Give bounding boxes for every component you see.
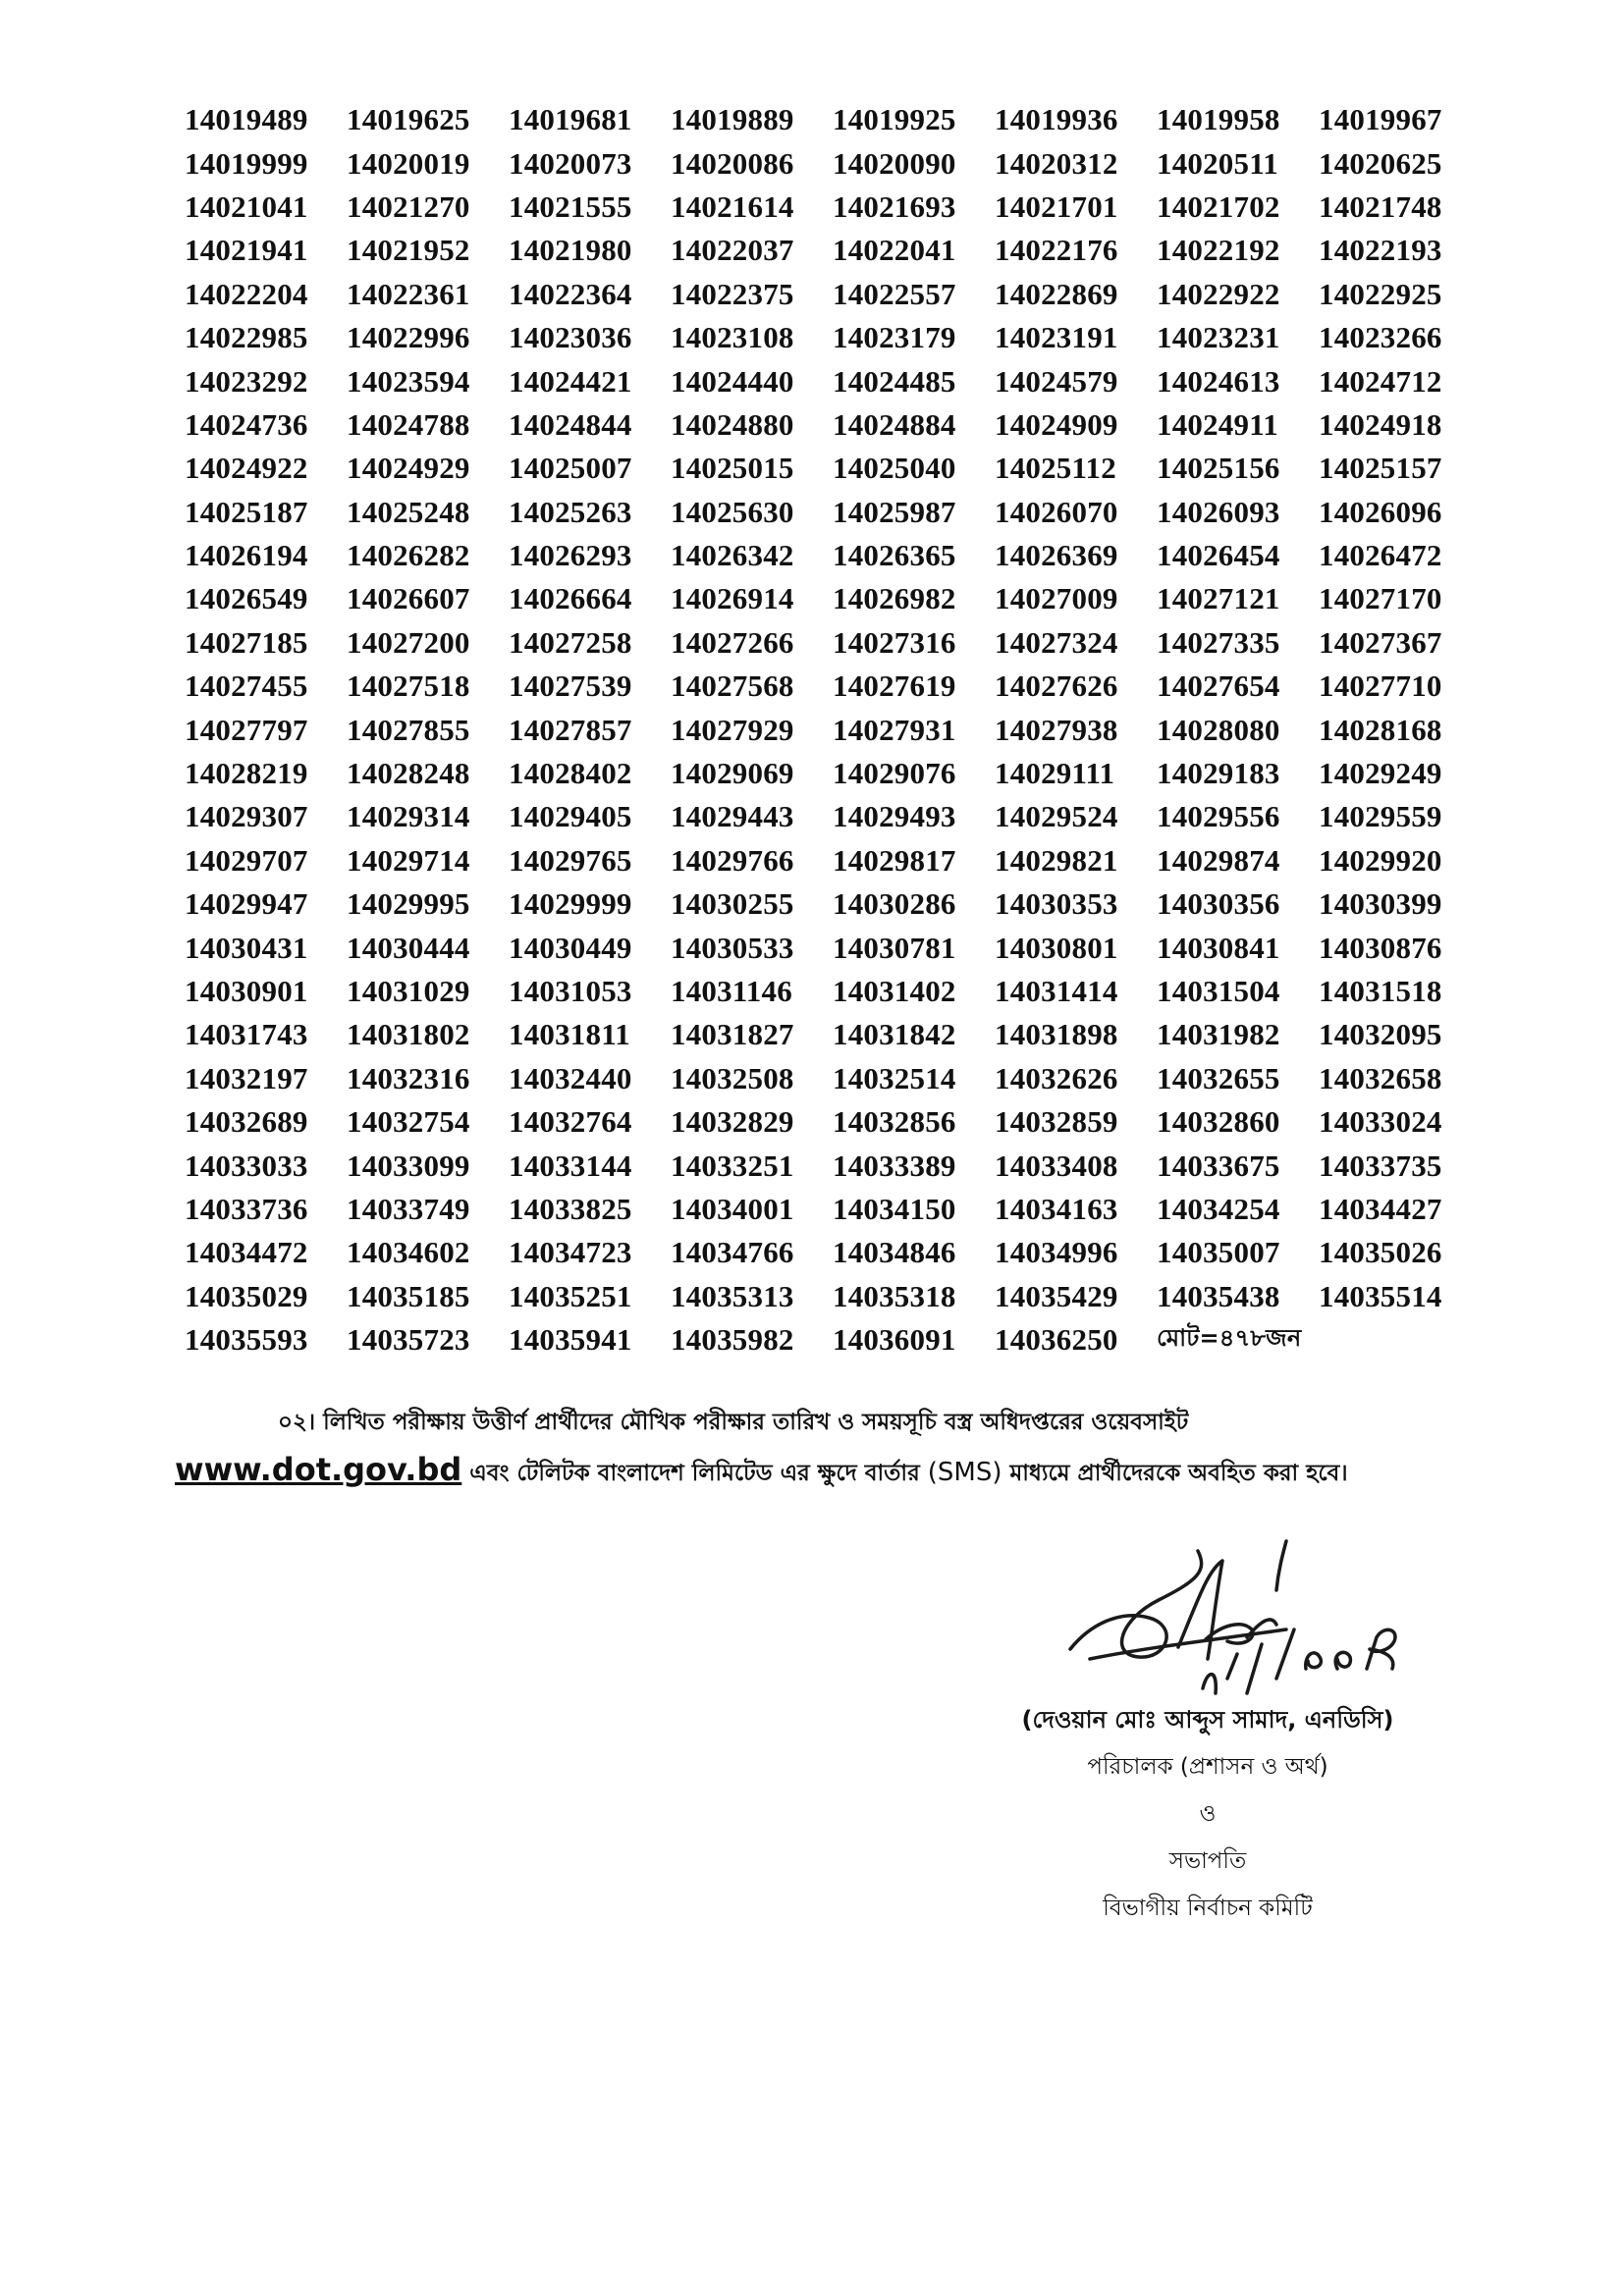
roll-number: 14025040 bbox=[833, 451, 956, 486]
roll-number: 14031982 bbox=[1157, 1017, 1280, 1052]
roll-number: 14022204 bbox=[185, 276, 308, 311]
signatory-role: সভাপতি bbox=[1168, 1848, 1247, 1874]
roll-number: 14028402 bbox=[509, 756, 632, 791]
roll-number: 14035438 bbox=[1157, 1278, 1280, 1313]
roll-number: 14026369 bbox=[995, 538, 1118, 573]
roll-number: 14021702 bbox=[1157, 188, 1280, 224]
roll-number: 14021748 bbox=[1319, 188, 1442, 224]
roll-number: 14027324 bbox=[995, 624, 1118, 660]
roll-number: 14019936 bbox=[995, 102, 1118, 137]
roll-number: 14019958 bbox=[1157, 102, 1280, 137]
roll-number: 14022193 bbox=[1319, 233, 1442, 268]
roll-number: 14027258 bbox=[509, 624, 632, 660]
roll-number: 14030444 bbox=[347, 930, 470, 965]
roll-number: 14032095 bbox=[1319, 1017, 1442, 1052]
roll-number: 14032440 bbox=[509, 1060, 632, 1095]
roll-number: 14025156 bbox=[1157, 451, 1280, 486]
roll-number: 14034602 bbox=[347, 1235, 470, 1270]
roll-row bbox=[185, 316, 1490, 359]
roll-number: 14022176 bbox=[995, 233, 1118, 268]
roll-number: 14019681 bbox=[509, 102, 632, 137]
roll-number: 14025187 bbox=[185, 494, 308, 529]
roll-number: 14027121 bbox=[1157, 581, 1280, 616]
roll-number: 14027929 bbox=[671, 712, 794, 747]
roll-number: 14027455 bbox=[185, 668, 308, 704]
roll-row bbox=[185, 839, 1490, 882]
roll-row bbox=[185, 882, 1490, 926]
roll-number: 14031504 bbox=[1157, 974, 1280, 1008]
roll-number: 14033024 bbox=[1319, 1104, 1442, 1140]
roll-number: 14027938 bbox=[995, 712, 1118, 747]
roll-number: 14024736 bbox=[185, 406, 308, 442]
roll-number: 14035514 bbox=[1319, 1278, 1442, 1313]
roll-number: 14025248 bbox=[347, 494, 470, 529]
roll-number: 14019925 bbox=[833, 102, 956, 137]
roll-number: 14023231 bbox=[1157, 320, 1280, 355]
roll-number: 14027539 bbox=[509, 668, 632, 704]
roll-number: 14022041 bbox=[833, 233, 956, 268]
roll-number: 14022996 bbox=[347, 320, 470, 355]
roll-number: 14021614 bbox=[671, 188, 794, 224]
roll-number: 14024909 bbox=[995, 406, 1118, 442]
roll-number: 14026096 bbox=[1319, 494, 1442, 529]
roll-number: 14019625 bbox=[347, 102, 470, 137]
roll-number: 14025263 bbox=[509, 494, 632, 529]
roll-number: 14020312 bbox=[995, 145, 1118, 181]
roll-number: 14034150 bbox=[833, 1191, 956, 1226]
paragraph-text-1: লিখিত পরীক্ষায় উত্তীর্ণ প্রার্থীদের মৌখিক পরীক্ষার তারিখ ও সময়সূচি বস্ত্র অধিদপ্তরের ওয়েবসাইট bbox=[323, 1410, 1189, 1435]
roll-number: 14019967 bbox=[1319, 102, 1442, 137]
roll-number: 14024844 bbox=[509, 406, 632, 442]
roll-row bbox=[185, 491, 1490, 534]
roll-row bbox=[185, 1144, 1490, 1187]
roll-number: 14030841 bbox=[1157, 930, 1280, 965]
roll-row bbox=[185, 926, 1490, 969]
paragraph-text-3: মাধ্যমে প্রার্থীদেরকে অবহিত করা হবে। bbox=[1009, 1461, 1348, 1486]
roll-number: 14030399 bbox=[1319, 886, 1442, 922]
roll-number: 14022361 bbox=[347, 276, 470, 311]
roll-number: 14034996 bbox=[995, 1235, 1118, 1270]
roll-number: 14028248 bbox=[347, 756, 470, 791]
roll-number: 14029111 bbox=[995, 756, 1115, 791]
roll-number: 14033736 bbox=[185, 1191, 308, 1226]
roll-number: 14025007 bbox=[509, 451, 632, 486]
roll-number: 14025112 bbox=[995, 451, 1116, 486]
roll-number: 14027857 bbox=[509, 712, 632, 747]
roll-number: 14021041 bbox=[185, 188, 308, 224]
roll-number: 14026607 bbox=[347, 581, 470, 616]
roll-number: 14031029 bbox=[347, 974, 470, 1008]
roll-number: 14023108 bbox=[671, 320, 794, 355]
roll-number: 14034163 bbox=[995, 1191, 1118, 1226]
roll-number: 14020511 bbox=[1157, 145, 1278, 181]
roll-number: 14027568 bbox=[671, 668, 794, 704]
roll-number: 14033408 bbox=[995, 1148, 1118, 1183]
roll-number: 14021941 bbox=[185, 233, 308, 268]
roll-number: 14021270 bbox=[347, 188, 470, 224]
roll-number: 14027654 bbox=[1157, 668, 1280, 704]
roll-number: 14030533 bbox=[671, 930, 794, 965]
roll-number: 14029821 bbox=[995, 842, 1118, 878]
roll-number: 14025015 bbox=[671, 451, 794, 486]
signatory-block bbox=[933, 1696, 1483, 1932]
signatory-conjunction: ও bbox=[1199, 1801, 1217, 1827]
roll-number: 14026342 bbox=[671, 538, 794, 573]
roll-row bbox=[185, 1013, 1490, 1056]
roll-number: 14020086 bbox=[671, 145, 794, 181]
roll-number: 14024579 bbox=[995, 363, 1118, 399]
roll-number: 14025987 bbox=[833, 494, 956, 529]
roll-row bbox=[185, 970, 1490, 1013]
roll-number: 14035318 bbox=[833, 1278, 956, 1313]
roll-number: 14034766 bbox=[671, 1235, 794, 1270]
roll-number: 14022922 bbox=[1157, 276, 1280, 311]
roll-number: 14022375 bbox=[671, 276, 794, 311]
roll-row bbox=[185, 359, 1490, 402]
roll-row bbox=[185, 1100, 1490, 1144]
roll-number: 14034723 bbox=[509, 1235, 632, 1270]
roll-number: 14033825 bbox=[509, 1191, 632, 1226]
roll-number: 14031402 bbox=[833, 974, 956, 1008]
roll-number: 14027170 bbox=[1319, 581, 1442, 616]
roll-number: 14029493 bbox=[833, 799, 956, 834]
roll-number: 14027710 bbox=[1319, 668, 1442, 704]
total-count: মোট=৪৭৮জন bbox=[1157, 1324, 1302, 1353]
roll-number: 14029765 bbox=[509, 842, 632, 878]
roll-number: 14036091 bbox=[833, 1322, 956, 1358]
roll-number: 14029556 bbox=[1157, 799, 1280, 834]
roll-number: 14032514 bbox=[833, 1060, 956, 1095]
roll-number: 14036250 bbox=[995, 1322, 1118, 1358]
roll-number: 14029524 bbox=[995, 799, 1118, 834]
roll-number: 14024485 bbox=[833, 363, 956, 399]
paragraph-text-2: এবং টেলিটক বাংলাদেশ লিমিটেড এর ক্ষুদে বার্তার bbox=[469, 1461, 920, 1486]
signature-image bbox=[1051, 1531, 1424, 1708]
roll-number: 14027855 bbox=[347, 712, 470, 747]
roll-number: 14034427 bbox=[1319, 1191, 1442, 1226]
roll-number: 14034472 bbox=[185, 1235, 308, 1270]
roll-number: 14026472 bbox=[1319, 538, 1442, 573]
roll-number: 14022557 bbox=[833, 276, 956, 311]
roll-number: 14024884 bbox=[833, 406, 956, 442]
roll-number: 14026454 bbox=[1157, 538, 1280, 573]
roll-row bbox=[185, 665, 1490, 708]
roll-row bbox=[185, 621, 1490, 665]
roll-row bbox=[185, 98, 1490, 141]
roll-row bbox=[185, 752, 1490, 795]
roll-number: 14025157 bbox=[1319, 451, 1442, 486]
roll-number: 14029766 bbox=[671, 842, 794, 878]
roll-number-list bbox=[185, 98, 1490, 1362]
roll-number: 14027266 bbox=[671, 624, 794, 660]
roll-number: 14022364 bbox=[509, 276, 632, 311]
roll-number: 14031842 bbox=[833, 1017, 956, 1052]
roll-number: 14027335 bbox=[1157, 624, 1280, 660]
roll-row bbox=[185, 447, 1490, 490]
roll-number: 14032764 bbox=[509, 1104, 632, 1140]
roll-number: 14026194 bbox=[185, 538, 308, 573]
roll-number: 14025630 bbox=[671, 494, 794, 529]
roll-number: 14031053 bbox=[509, 974, 632, 1008]
roll-number: 14030876 bbox=[1319, 930, 1442, 965]
roll-number: 14033251 bbox=[671, 1148, 794, 1183]
roll-number: 14029999 bbox=[509, 886, 632, 922]
roll-number: 14029249 bbox=[1319, 756, 1442, 791]
roll-number: 14035723 bbox=[347, 1322, 470, 1358]
roll-number: 14029307 bbox=[185, 799, 308, 834]
roll-number: 14029314 bbox=[347, 799, 470, 834]
roll-number: 14027518 bbox=[347, 668, 470, 704]
roll-number: 14032829 bbox=[671, 1104, 794, 1140]
roll-number: 14027931 bbox=[833, 712, 956, 747]
roll-number: 14021952 bbox=[347, 233, 470, 268]
roll-number: 14020090 bbox=[833, 145, 956, 181]
roll-number: 14026093 bbox=[1157, 494, 1280, 529]
roll-number: 14033749 bbox=[347, 1191, 470, 1226]
roll-number: 14035029 bbox=[185, 1278, 308, 1313]
roll-number: 14032658 bbox=[1319, 1060, 1442, 1095]
roll-number: 14023191 bbox=[995, 320, 1118, 355]
roll-number: 14020019 bbox=[347, 145, 470, 181]
roll-row bbox=[185, 186, 1490, 229]
roll-number: 14022985 bbox=[185, 320, 308, 355]
roll-row bbox=[185, 708, 1490, 751]
roll-number: 14024712 bbox=[1319, 363, 1442, 399]
roll-number: 14027185 bbox=[185, 624, 308, 660]
roll-number: 14024922 bbox=[185, 451, 308, 486]
roll-number: 14024918 bbox=[1319, 406, 1442, 442]
roll-number: 14026365 bbox=[833, 538, 956, 573]
roll-number: 14034001 bbox=[671, 1191, 794, 1226]
roll-number: 14033675 bbox=[1157, 1148, 1280, 1183]
roll-number: 14021693 bbox=[833, 188, 956, 224]
roll-number: 14028219 bbox=[185, 756, 308, 791]
roll-row bbox=[185, 1231, 1490, 1274]
roll-number: 14027200 bbox=[347, 624, 470, 660]
roll-number: 14030356 bbox=[1157, 886, 1280, 922]
roll-number: 14031518 bbox=[1319, 974, 1442, 1008]
roll-number: 14035007 bbox=[1157, 1235, 1280, 1270]
roll-number: 14032508 bbox=[671, 1060, 794, 1095]
paragraph-number: ০২। bbox=[278, 1410, 316, 1435]
roll-number: 14027626 bbox=[995, 668, 1118, 704]
roll-number: 14029707 bbox=[185, 842, 308, 878]
roll-number: 14021701 bbox=[995, 188, 1118, 224]
roll-number: 14027316 bbox=[833, 624, 956, 660]
roll-number: 14030431 bbox=[185, 930, 308, 965]
signatory-designation: পরিচালক (প্রশাসন ও অর্থ) bbox=[1087, 1754, 1328, 1780]
roll-row bbox=[185, 141, 1490, 185]
roll-number: 14026549 bbox=[185, 581, 308, 616]
roll-number: 14030901 bbox=[185, 974, 308, 1008]
website-link[interactable]: www.dot.gov.bd bbox=[175, 1451, 462, 1488]
roll-number: 14031898 bbox=[995, 1017, 1118, 1052]
roll-row bbox=[185, 1188, 1490, 1231]
roll-number: 14023292 bbox=[185, 363, 308, 399]
roll-number: 14023594 bbox=[347, 363, 470, 399]
roll-number: 14035429 bbox=[995, 1278, 1118, 1313]
roll-number: 14020073 bbox=[509, 145, 632, 181]
roll-number: 14024421 bbox=[509, 363, 632, 399]
roll-number: 14029443 bbox=[671, 799, 794, 834]
roll-number: 14031414 bbox=[995, 974, 1118, 1008]
roll-number: 14029559 bbox=[1319, 799, 1442, 834]
roll-number: 14035313 bbox=[671, 1278, 794, 1313]
roll-number: 14026070 bbox=[995, 494, 1118, 529]
roll-number: 14020625 bbox=[1319, 145, 1442, 181]
roll-number: 14029405 bbox=[509, 799, 632, 834]
roll-number: 14019889 bbox=[671, 102, 794, 137]
roll-number: 14029183 bbox=[1157, 756, 1280, 791]
notice-paragraph bbox=[175, 1399, 1471, 1497]
roll-number: 14024788 bbox=[347, 406, 470, 442]
roll-number: 14022037 bbox=[671, 233, 794, 268]
roll-number: 14030286 bbox=[833, 886, 956, 922]
roll-number: 14031811 bbox=[509, 1017, 630, 1052]
roll-number: 14031802 bbox=[347, 1017, 470, 1052]
signatory-committee: বিভাগীয় নির্বাচন কমিটি bbox=[1103, 1896, 1313, 1921]
roll-number: 14033389 bbox=[833, 1148, 956, 1183]
roll-row bbox=[185, 403, 1490, 447]
roll-number: 14034846 bbox=[833, 1235, 956, 1270]
roll-number: 14033033 bbox=[185, 1148, 308, 1183]
roll-number: 14022192 bbox=[1157, 233, 1280, 268]
roll-number: 14033735 bbox=[1319, 1148, 1442, 1183]
roll-number: 14019999 bbox=[185, 145, 308, 181]
roll-number: 14030801 bbox=[995, 930, 1118, 965]
roll-number: 14026982 bbox=[833, 581, 956, 616]
roll-row bbox=[185, 1057, 1490, 1100]
roll-row bbox=[185, 534, 1490, 577]
roll-row bbox=[185, 577, 1490, 620]
roll-number: 14028168 bbox=[1319, 712, 1442, 747]
roll-number: 14029069 bbox=[671, 756, 794, 791]
roll-number: 14029076 bbox=[833, 756, 956, 791]
roll-number: 14032316 bbox=[347, 1060, 470, 1095]
signatory-name: (দেওয়ান মোঃ আব্দুস সামাদ, এনডিসি) bbox=[1021, 1706, 1394, 1734]
sms-abbreviation: (SMS) bbox=[927, 1458, 1002, 1487]
roll-number: 14032860 bbox=[1157, 1104, 1280, 1140]
roll-number: 14030255 bbox=[671, 886, 794, 922]
roll-number: 14022869 bbox=[995, 276, 1118, 311]
roll-number: 14021555 bbox=[509, 188, 632, 224]
roll-number: 14024880 bbox=[671, 406, 794, 442]
roll-number: 14027619 bbox=[833, 668, 956, 704]
roll-number: 14030353 bbox=[995, 886, 1118, 922]
roll-number: 14032754 bbox=[347, 1104, 470, 1140]
roll-number: 14035593 bbox=[185, 1322, 308, 1358]
roll-number: 14031146 bbox=[671, 974, 792, 1008]
roll-number: 14030449 bbox=[509, 930, 632, 965]
roll-number: 14035941 bbox=[509, 1322, 632, 1358]
roll-number: 14027367 bbox=[1319, 624, 1442, 660]
roll-number: 14028080 bbox=[1157, 712, 1280, 747]
roll-number: 14032856 bbox=[833, 1104, 956, 1140]
roll-number: 14029714 bbox=[347, 842, 470, 878]
roll-number: 14031827 bbox=[671, 1017, 794, 1052]
roll-number: 14035982 bbox=[671, 1322, 794, 1358]
roll-number: 14032689 bbox=[185, 1104, 308, 1140]
roll-number: 14023266 bbox=[1319, 320, 1442, 355]
roll-number: 14032655 bbox=[1157, 1060, 1280, 1095]
roll-number: 14026664 bbox=[509, 581, 632, 616]
roll-number: 14029995 bbox=[347, 886, 470, 922]
roll-number: 14032197 bbox=[185, 1060, 308, 1095]
roll-number: 14034254 bbox=[1157, 1191, 1280, 1226]
roll-number: 14019489 bbox=[185, 102, 308, 137]
roll-number: 14026914 bbox=[671, 581, 794, 616]
roll-number: 14023036 bbox=[509, 320, 632, 355]
roll-number: 14024911 bbox=[1157, 406, 1278, 442]
roll-number: 14033144 bbox=[509, 1148, 632, 1183]
roll-number: 14033099 bbox=[347, 1148, 470, 1183]
roll-number: 14024613 bbox=[1157, 363, 1280, 399]
roll-row bbox=[185, 273, 1490, 316]
roll-number: 14035026 bbox=[1319, 1235, 1442, 1270]
roll-number: 14035251 bbox=[509, 1278, 632, 1313]
roll-number: 14029947 bbox=[185, 886, 308, 922]
roll-number: 14029817 bbox=[833, 842, 956, 878]
roll-number: 14021980 bbox=[509, 233, 632, 268]
roll-row bbox=[185, 795, 1490, 838]
roll-number: 14026293 bbox=[509, 538, 632, 573]
roll-number: 14031743 bbox=[185, 1017, 308, 1052]
roll-number: 14032626 bbox=[995, 1060, 1118, 1095]
roll-number: 14029920 bbox=[1319, 842, 1442, 878]
roll-number: 14024929 bbox=[347, 451, 470, 486]
roll-number: 14026282 bbox=[347, 538, 470, 573]
roll-number: 14027797 bbox=[185, 712, 308, 747]
roll-row bbox=[185, 1275, 1490, 1318]
roll-number: 14023179 bbox=[833, 320, 956, 355]
roll-number: 14029874 bbox=[1157, 842, 1280, 878]
roll-number: 14032859 bbox=[995, 1104, 1118, 1140]
roll-row bbox=[185, 229, 1490, 272]
roll-number: 14035185 bbox=[347, 1278, 470, 1313]
roll-row bbox=[185, 1318, 1490, 1362]
roll-number: 14024440 bbox=[671, 363, 794, 399]
roll-number: 14027009 bbox=[995, 581, 1118, 616]
roll-number: 14030781 bbox=[833, 930, 956, 965]
roll-number: 14022925 bbox=[1319, 276, 1442, 311]
